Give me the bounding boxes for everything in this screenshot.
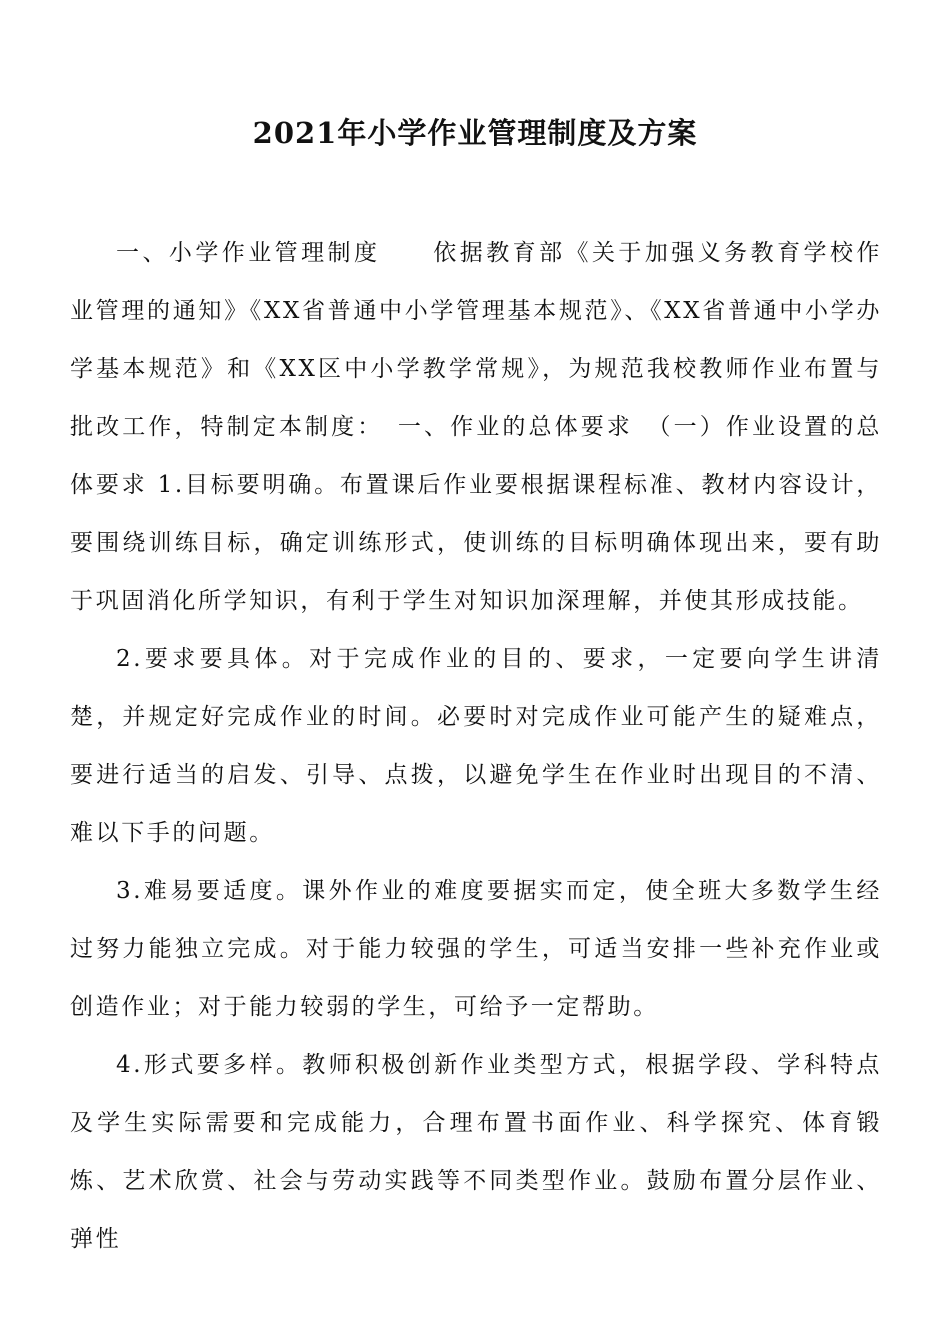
paragraph-1: 一、小学作业管理制度 依据教育部《关于加强义务教育学校作业管理的通知》《XX省普通中小学管理基本规范》、《XX省普通中小学办学基本规范》和《XX区中小学教学常规》，为规范我校教师作业布置与批改工作，特制定本制度： 一、作业的总体要求 （一）作业设置的总体要求 1.目标要明确。布置课后作业要根据课程标准、教材内容设计，要围绕训练目标，确定训练形式，使训练的目标明确体现出来，要有助于巩固消化所学知识，有利于学生对知识加深理解，并使其形成技能。	[70, 240, 882, 614]
paragraph-2: 2.要求要具体。对于完成作业的目的、要求，一定要向学生讲清楚，并规定好完成作业的时间。必要时对完成作业可能产生的疑难点，要进行适当的启发、引导、点拨，以避免学生在作业时出现目的不清、难以下手的问题。	[70, 646, 882, 846]
paragraph-3: 3.难易要适度。课外作业的难度要据实而定，使全班大多数学生经过努力能独立完成。对于能力较强的学生，可适当安排一些补充作业或创造作业；对于能力较弱的学生，可给予一定帮助。	[70, 878, 882, 1020]
document-title: 2021年小学作业管理制度及方案	[252, 116, 698, 151]
paragraph-4: 4.形式要多样。教师积极创新作业类型方式，根据学段、学科特点及学生实际需要和完成能力，合理布置书面作业、科学探究、体育锻炼、艺术欣赏、社会与劳动实践等不同类型作业。鼓励布置分层作业、弹性	[70, 1052, 882, 1252]
document-body	[70, 224, 882, 1268]
